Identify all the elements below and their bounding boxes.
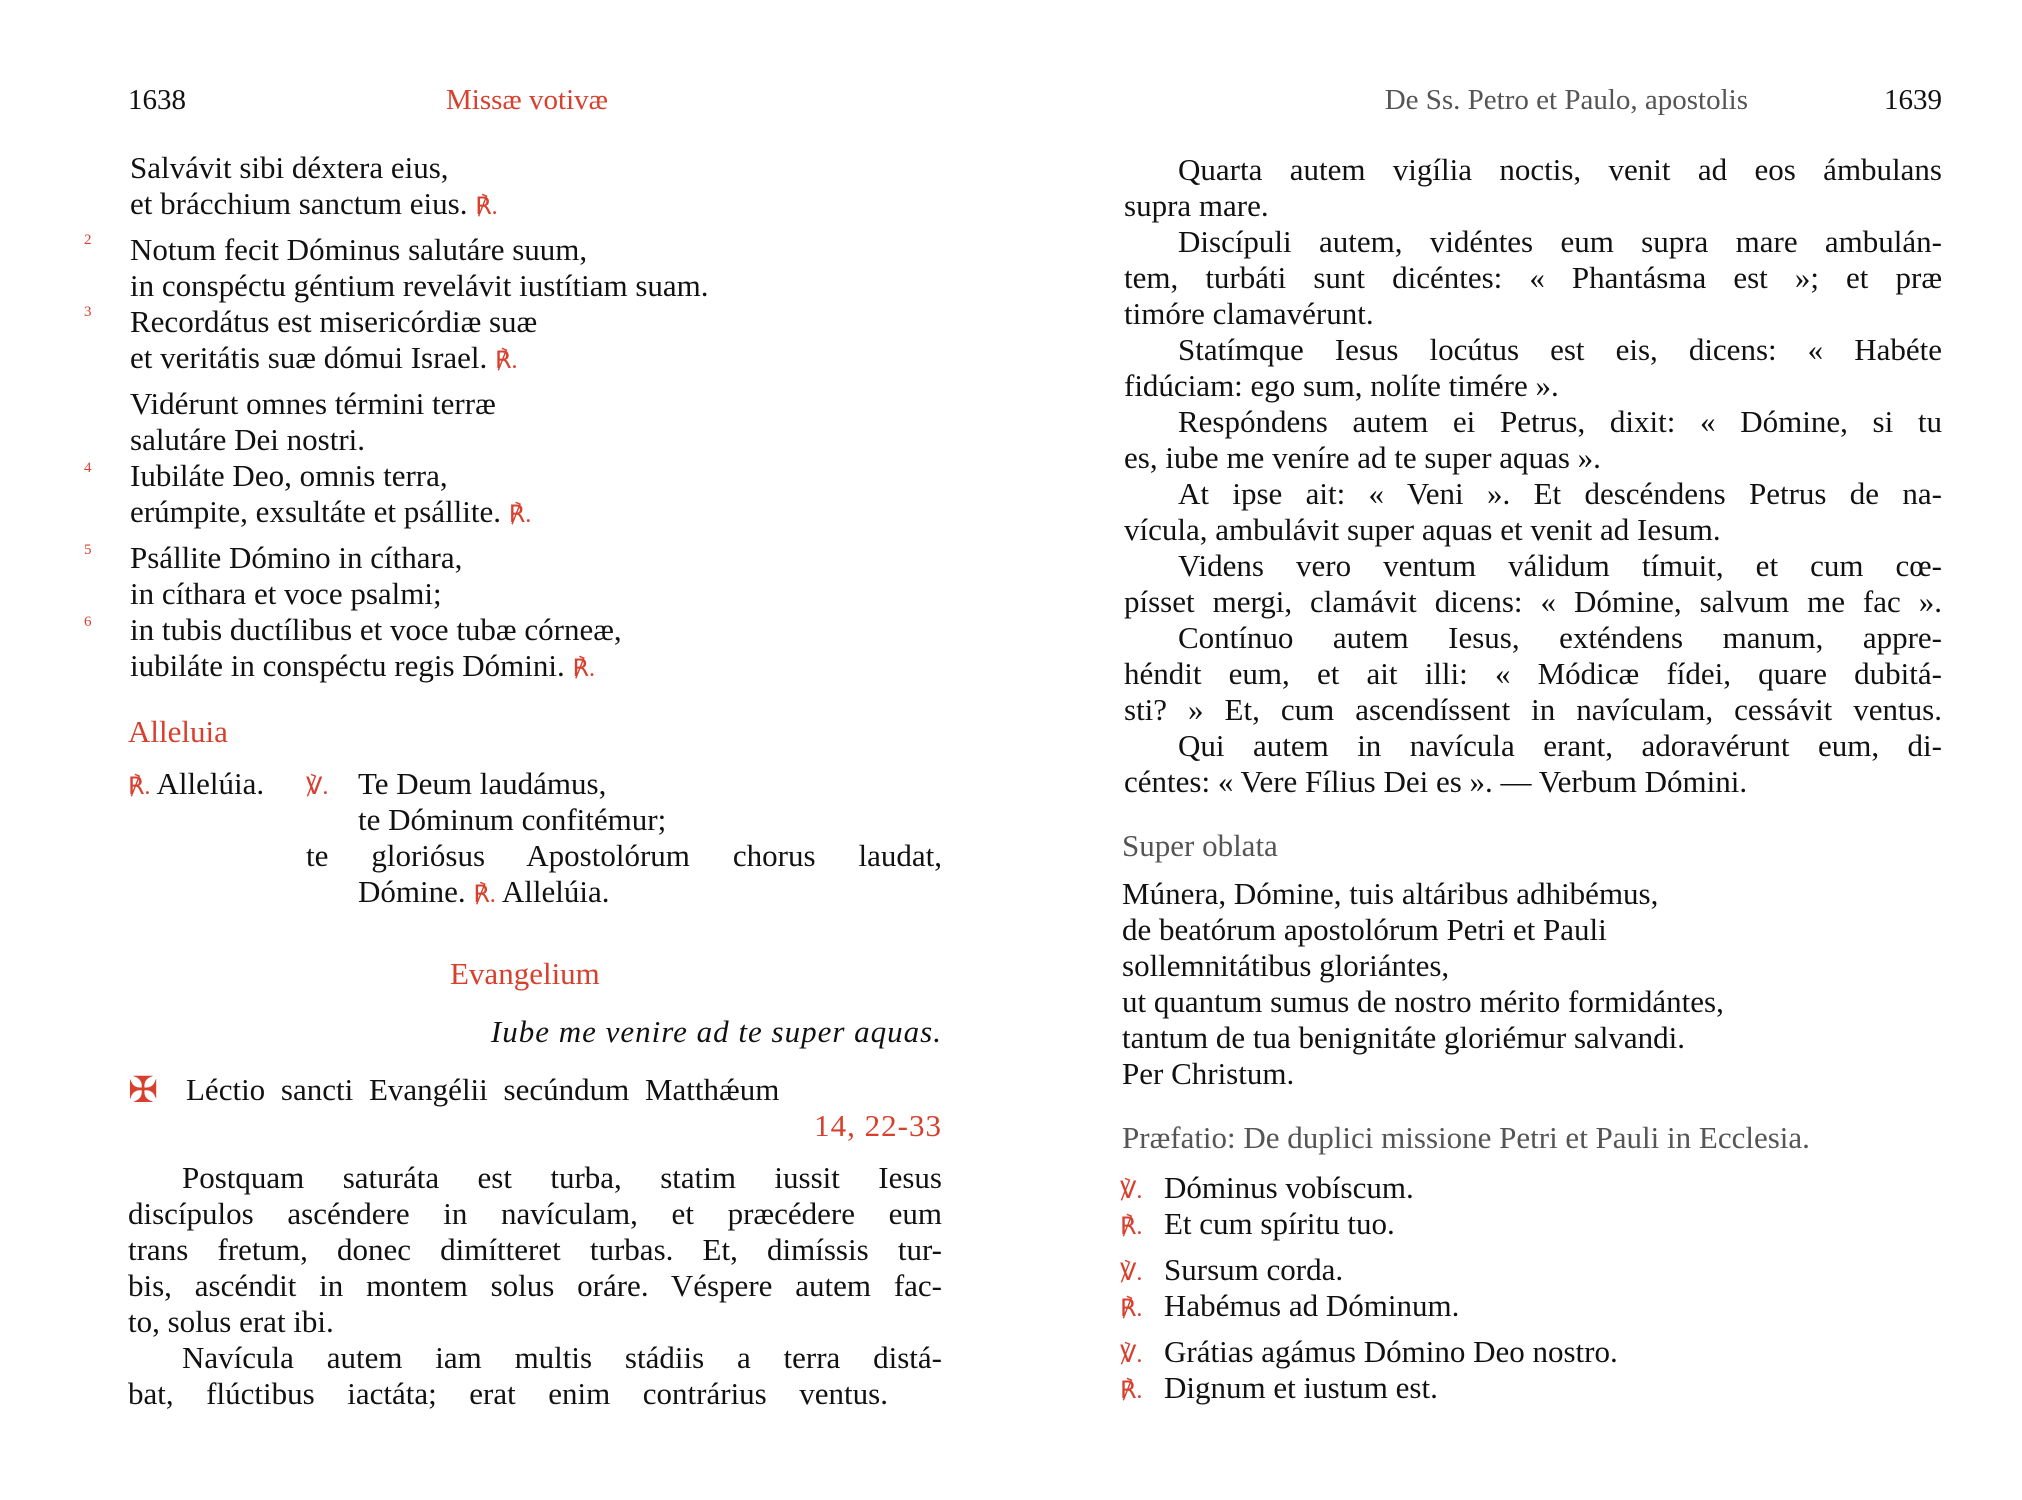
response-symbol: ℟. [508, 502, 532, 528]
oblata-line: ut quantum sumus de nostro mérito formidántes, [1122, 984, 1724, 1019]
gospel-line: tem, turbáti sunt dicéntes: « Phantásma est »; et præ [1124, 260, 1942, 295]
versicle-symbol: ℣. [306, 774, 329, 800]
praefatio-line: Præfatio: De duplici missione Petri et Pauli in Ecclesia. [1122, 1120, 1810, 1155]
psalm-line-with-response [130, 340, 517, 379]
dialogue-line [1120, 1170, 1414, 1209]
oblata-line: Per Christum. [1122, 1056, 1295, 1091]
psalm-line: Iubiláte Deo, omnis terra, [130, 458, 448, 493]
right-page-number: 1639 [1884, 84, 1942, 116]
psalm-line-with-response [130, 648, 595, 687]
alleluia-verse-line: Dómine. [358, 874, 466, 909]
psalm-line: et brácchium sanctum eius. [130, 186, 468, 221]
verse-number: 5 [84, 542, 92, 558]
dialogue-symbol: ℟. [1120, 1378, 1143, 1404]
dialogue-text: Sursum corda. [1164, 1252, 1344, 1287]
dialogue-text: Habémus ad Dóminum. [1164, 1288, 1460, 1323]
psalm-line: erúmpite, exsultáte et psállite. [130, 494, 502, 529]
psalm-line: Notum fecit Dóminus salutáre suum, [130, 232, 588, 267]
left-page-number: 1638 [128, 84, 186, 116]
gospel-reference: 14, 22-33 [814, 1108, 942, 1143]
gospel-line: Statímque Iesus locútus est eis, dicens: « Habéte [1178, 332, 1942, 367]
verse-number: 2 [84, 232, 92, 248]
psalm-line-with-response [130, 186, 498, 225]
gospel-line: timóre clamavérunt. [1124, 296, 1374, 331]
alleluia-response: Allelúia. [156, 766, 265, 801]
gospel-line: písset mergi, clamávit dicens: « Dómine, salvum me fac ». [1124, 584, 1942, 619]
dialogue-symbol: ℟. [1120, 1296, 1143, 1322]
psalm-line-with-response [130, 494, 531, 533]
psalm-line: et veritátis suæ dómui Israel. [130, 340, 488, 375]
dialogue-text: Dignum et iustum est. [1164, 1370, 1438, 1405]
dialogue-symbol: ℟. [1120, 1214, 1143, 1240]
gospel-line: Contínuo autem Iesus, exténdens manum, appre- [1178, 620, 1942, 655]
verse-number: 3 [84, 304, 92, 320]
gospel-line: bis, ascéndit in montem solus oráre. Véspere autem fac- [128, 1268, 942, 1303]
psalm-line: iubiláte in conspéctu regis Dómini. [130, 648, 565, 683]
dialogue-symbol: ℣. [1120, 1342, 1143, 1368]
gospel-line: Navícula autem iam multis stádiis a terra distá- [182, 1340, 942, 1375]
alleluia-heading: Alleluia [128, 714, 228, 749]
psalm-line: in cíthara et voce psalmi; [130, 576, 442, 611]
dialogue-line [1120, 1288, 1459, 1327]
lectio-line: Léctio sancti Evangélii secúndum Matthǽum [186, 1072, 780, 1107]
alleluia-end: Allelúia. [501, 874, 610, 909]
psalm-line: salutáre Dei nostri. [130, 422, 366, 457]
psalm-line: in tubis ductílibus et voce tubæ córneæ, [130, 612, 622, 647]
gospel-line: supra mare. [1124, 188, 1269, 223]
psalm-line: Salvávit sibi déxtera eius, [130, 150, 449, 185]
dialogue-line [1120, 1370, 1438, 1409]
gospel-line: es, iube me veníre ad te super aquas ». [1124, 440, 1601, 475]
alleluia-verse-line: te Dóminum confitémur; [358, 802, 667, 837]
gospel-line: Qui autem in navícula erant, adoravérunt eum, di- [1178, 728, 1942, 763]
dialogue-line [1120, 1206, 1395, 1245]
gospel-line: trans fretum, donec dimítteret turbas. Et, dimíssis tur- [128, 1232, 942, 1267]
verse-number: 4 [84, 460, 92, 476]
oblata-line: de beatórum apostolórum Petri et Pauli [1122, 912, 1607, 947]
psalm-line: Vidérunt omnes términi terræ [130, 386, 496, 421]
alleluia-verse-line: Te Deum laudámus, [358, 766, 607, 801]
gospel-line: Quarta autem vigília noctis, venit ad eos ámbulans [1178, 152, 1942, 187]
cross-icon: ✠ [128, 1070, 159, 1110]
gospel-line: Discípuli autem, vidéntes eum supra mare ambulán- [1178, 224, 1942, 259]
super-oblata-heading: Super oblata [1122, 828, 1278, 863]
gospel-line: Videns vero ventum válidum tímuit, et cum cœ- [1178, 548, 1942, 583]
gospel-line: to, solus erat ibi. [128, 1304, 334, 1339]
dialogue-line [1120, 1252, 1343, 1291]
oblata-line: sollemnitátibus gloriántes, [1122, 948, 1450, 983]
gospel-line: Postquam saturáta est turba, statim iussit Iesus [182, 1160, 942, 1195]
gospel-line: fidúciam: ego sum, nolíte timére ». [1124, 368, 1559, 403]
gospel-line: At ipse ait: « Veni ». Et descéndens Petrus de na- [1178, 476, 1942, 511]
dialogue-symbol: ℣. [1120, 1260, 1143, 1286]
evangelium-subtitle: Iube me venire ad te super aquas. [490, 1014, 942, 1049]
dialogue-symbol: ℣. [1120, 1178, 1143, 1204]
right-running-head: De Ss. Petro et Paulo, apostolis [1384, 84, 1748, 116]
response-symbol: ℟. [495, 348, 518, 374]
alleluia-response-line [128, 766, 264, 805]
alleluia-verse-line: te gloriósus Apostolórum chorus laudat, [306, 838, 942, 873]
psalm-line: Recordátus est misericórdiæ suæ [130, 304, 538, 339]
dialogue-text: Et cum spíritu tuo. [1164, 1206, 1395, 1241]
oblata-line: tantum de tua benignitáte gloriémur salvandi. [1122, 1020, 1686, 1055]
evangelium-heading: Evangelium [450, 956, 600, 991]
dialogue-text: Dóminus vobíscum. [1164, 1170, 1414, 1205]
gospel-line: sti? » Et, cum ascendíssent in navículam, cessávit ventus. [1124, 692, 1942, 727]
verse-number: 6 [84, 614, 92, 630]
left-running-head: Missæ votivæ [446, 84, 608, 116]
gospel-line: Respóndens autem ei Petrus, dixit: « Dómine, si tu [1178, 404, 1942, 439]
psalm-line: in conspéctu géntium revelávit iustítiam suam. [130, 268, 709, 303]
gospel-line: discípulos ascéndere in navículam, et præcédere eum [128, 1196, 942, 1231]
response-symbol: ℟. [475, 194, 498, 220]
response-symbol: ℟. [128, 774, 151, 800]
gospel-line: céntes: « Vere Fílius Dei es ». — Verbum Dómini. [1124, 764, 1748, 799]
alleluia-verse-end [358, 874, 609, 913]
gospel-line: héndit eum, et ait illi: « Módicæ fídei, quare dubitá- [1124, 656, 1942, 691]
dialogue-line [1120, 1334, 1618, 1373]
oblata-line: Múnera, Dómine, tuis altáribus adhibémus, [1122, 876, 1659, 911]
psalm-line: Psállite Dómino in cíthara, [130, 540, 463, 575]
gospel-line: bat, flúctibus iactáta; erat enim contrárius ventus. [128, 1376, 888, 1411]
dialogue-text: Grátias agámus Dómino Deo nostro. [1164, 1334, 1618, 1369]
response-symbol: ℟. [572, 656, 595, 682]
response-symbol: ℟. [473, 882, 496, 908]
gospel-line: vícula, ambulávit super aquas et venit ad Iesum. [1124, 512, 1721, 547]
